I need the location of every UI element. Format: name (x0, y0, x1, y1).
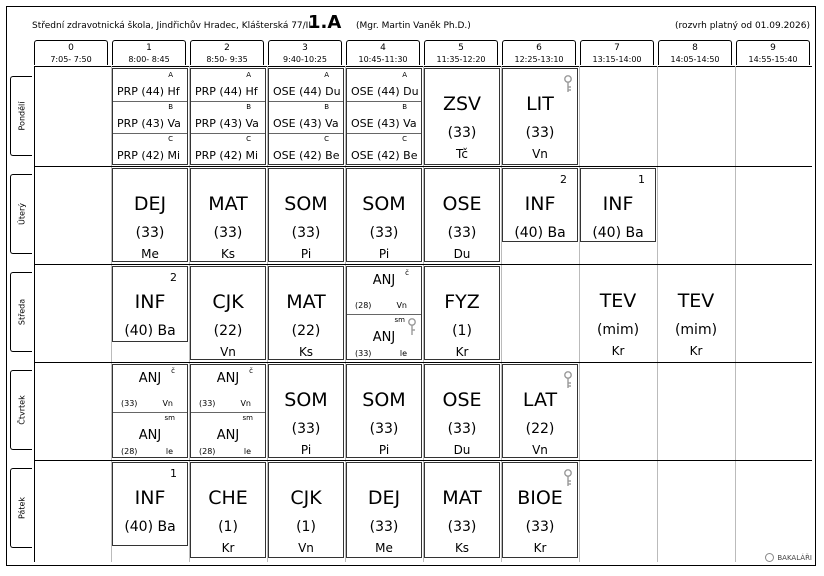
teacher: Vn (298, 541, 314, 555)
period-header-6: 6 12:25-13:10 (502, 40, 576, 65)
lesson-monday-5[interactable] (424, 68, 500, 165)
group-part: B PRP (43) Va (191, 101, 265, 134)
group-part: C PRP (42) Mi (117, 135, 181, 162)
group-number: 1 (170, 467, 177, 480)
room: (33) (213, 225, 243, 241)
subject: CJK (290, 487, 322, 509)
subject: INF (602, 193, 634, 215)
key-icon (563, 371, 573, 389)
subject: INF (524, 193, 556, 215)
teacher: Pi (300, 443, 312, 457)
day-label-tuesday: Úterý (10, 174, 32, 254)
lesson-monday-1[interactable] (112, 68, 188, 165)
period-header-9: 9 14:55-15:40 (736, 40, 810, 65)
day-label-monday: Pondělí (10, 76, 32, 156)
room-teacher: (40) Ba (592, 225, 644, 241)
teacher: Pi (378, 443, 390, 457)
room: (33) (447, 421, 477, 437)
lesson-friday-4[interactable] (346, 462, 422, 558)
group-part: sm ANJ (33) le (347, 314, 421, 362)
room: (33) (135, 225, 165, 241)
room: (33) (447, 225, 477, 241)
lesson-wednesday-4[interactable] (346, 266, 422, 360)
teacher: Ks (220, 247, 236, 261)
group-number: 2 (560, 173, 567, 186)
room: (1) (296, 519, 316, 535)
room-teacher: (40) Ba (124, 519, 176, 535)
teacher: Kr (221, 541, 235, 555)
class-teacher: (Mgr. Martin Vaněk Ph.D.) (356, 21, 471, 31)
lesson-tuesday-4[interactable] (346, 168, 422, 262)
school-name: Střední zdravotnická škola, Jindřichův Hradec, Klášterská 77/II (32, 21, 311, 31)
day-label-friday: Pátek (10, 468, 32, 548)
subject: INF (134, 291, 166, 313)
group-number: 1 (638, 173, 645, 186)
day-separator (34, 264, 812, 265)
validity-date: (rozvrh platný od 01.09.2026) (675, 21, 810, 31)
room: (22) (291, 323, 321, 339)
period-header-4: 4 10:45-11:30 (346, 40, 420, 65)
lesson-wednesday-5[interactable] (424, 266, 500, 360)
lesson-thursday-3[interactable] (268, 364, 344, 458)
lesson-thursday-1[interactable] (112, 364, 188, 458)
subject: LIT (526, 93, 554, 115)
teacher: Tč (456, 147, 468, 161)
room: (33) (369, 225, 399, 241)
group-part: č ANJ (33) Vn (113, 365, 187, 413)
room: (33) (525, 125, 555, 141)
teacher: Kr (533, 541, 547, 555)
group-part: C OSE (42) Be (351, 135, 418, 162)
room: (33) (447, 125, 477, 141)
room: (1) (452, 323, 472, 339)
room: (33) (369, 421, 399, 437)
lesson-wednesday-1[interactable] (112, 266, 188, 342)
key-icon (563, 469, 573, 487)
lesson-friday-5[interactable] (424, 462, 500, 558)
teacher: Pi (300, 247, 312, 261)
group-part: A OSE (44) Du (269, 69, 343, 102)
lesson-tuesday-6[interactable] (502, 168, 578, 242)
day-separator (34, 460, 812, 461)
subject: OSE (442, 389, 482, 411)
subject: INF (134, 487, 166, 509)
lesson-monday-6[interactable] (502, 68, 578, 165)
lesson-thursday-6[interactable] (502, 364, 578, 458)
subject: CJK (212, 291, 244, 313)
teacher: Kr (611, 344, 625, 358)
lesson-thursday-2[interactable] (190, 364, 266, 458)
period-header-8: 8 14:05-14:50 (658, 40, 732, 65)
lesson-friday-2[interactable] (190, 462, 266, 558)
subject: OSE (442, 193, 482, 215)
room: (33) (291, 421, 321, 437)
group-part: č ANJ (28) Vn (347, 267, 421, 315)
lesson-monday-2[interactable] (190, 68, 266, 165)
subject: FYZ (444, 291, 480, 313)
subject: MAT (442, 487, 482, 509)
bakalari-brand (765, 553, 812, 562)
lesson-tuesday-7[interactable] (580, 168, 656, 242)
teacher: Ks (454, 541, 470, 555)
teacher: Kr (455, 345, 469, 359)
lesson-friday-3[interactable] (268, 462, 344, 558)
lesson-thursday-4[interactable] (346, 364, 422, 458)
subject: ZSV (442, 93, 482, 115)
teacher: Kr (689, 344, 703, 358)
grid-vline (34, 66, 35, 562)
class-title: 1.A (308, 12, 342, 33)
group-part: č ANJ (33) Vn (191, 365, 265, 413)
period-header-3: 3 9:40-10:25 (268, 40, 342, 65)
subject: MAT (286, 291, 326, 313)
group-part: B OSE (43) Va (347, 101, 421, 134)
room: (1) (218, 519, 238, 535)
group-part: sm ANJ (28) le (199, 414, 253, 456)
teacher: Me (375, 541, 393, 555)
subject: CHE (208, 487, 248, 509)
lesson-friday-6[interactable] (502, 462, 578, 558)
group-part: A OSE (44) Du (347, 69, 421, 102)
group-part: B PRP (43) Va (113, 101, 187, 134)
grid-vline (735, 66, 736, 562)
subject: BIOE (517, 487, 563, 509)
subject: SOM (362, 193, 406, 215)
subject: SOM (284, 389, 328, 411)
group-part: B OSE (43) Va (269, 101, 343, 134)
lesson-tuesday-3[interactable] (268, 168, 344, 262)
teacher: Me (141, 247, 159, 261)
bakalari-logo-icon (765, 553, 774, 562)
room: (mim) (596, 322, 640, 338)
day-separator (34, 362, 812, 363)
day-label-wednesday: Středa (10, 272, 32, 352)
lesson-wednesday-2[interactable] (190, 266, 266, 360)
key-icon (563, 75, 573, 93)
lesson-monday-4[interactable] (346, 68, 422, 165)
subject: DEJ (133, 193, 167, 215)
room: (22) (213, 323, 243, 339)
room: (33) (291, 225, 321, 241)
teacher: Vn (220, 345, 236, 359)
group-part: A PRP (44) Hf (191, 69, 265, 102)
subject: MAT (208, 193, 248, 215)
teacher: Ks (298, 345, 314, 359)
group-part: sm ANJ (28) le (121, 414, 175, 456)
group-number: 2 (170, 271, 177, 284)
day-separator (34, 166, 812, 167)
lesson-tuesday-1[interactable] (112, 168, 188, 262)
lesson-friday-1[interactable] (112, 462, 188, 546)
room-teacher: (40) Ba (124, 323, 176, 339)
teacher: Du (453, 247, 471, 261)
period-header-7: 7 13:15-14:00 (580, 40, 654, 65)
brand-label: BAKALÁŘI (777, 553, 812, 562)
period-header-5: 5 11:35-12:20 (424, 40, 498, 65)
period-header-1: 1 8:00- 8:45 (112, 40, 186, 65)
room: (33) (369, 519, 399, 535)
day-label-thursday: Čtvrtek (10, 370, 32, 450)
teacher: Vn (532, 147, 548, 161)
teacher: Du (453, 443, 471, 457)
period-header-2: 2 8:50- 9:35 (190, 40, 264, 65)
lesson-wednesday-7[interactable] (580, 266, 656, 360)
group-part: C PRP (42) Mi (195, 135, 259, 162)
subject: LAT (522, 389, 558, 411)
group-part: C OSE (42) Be (273, 135, 340, 162)
room: (33) (525, 519, 555, 535)
lesson-tuesday-2[interactable] (190, 168, 266, 262)
room-teacher: (40) Ba (514, 225, 566, 241)
lesson-wednesday-8[interactable] (658, 266, 734, 360)
lesson-tuesday-5[interactable] (424, 168, 500, 262)
subject: TEV (677, 290, 715, 312)
subject: SOM (284, 193, 328, 215)
subject: DEJ (367, 487, 401, 509)
subject: SOM (362, 389, 406, 411)
lesson-wednesday-3[interactable] (268, 266, 344, 360)
group-part: A PRP (44) Hf (113, 69, 187, 102)
room: (22) (525, 421, 555, 437)
teacher: Pi (378, 247, 390, 261)
period-header-0: 0 7:05- 7:50 (34, 40, 108, 65)
lesson-thursday-5[interactable] (424, 364, 500, 458)
lesson-monday-3[interactable] (268, 68, 344, 165)
teacher: Vn (532, 443, 548, 457)
subject: TEV (599, 290, 637, 312)
timetable-header (0, 0, 824, 40)
room: (mim) (674, 322, 718, 338)
room: (33) (447, 519, 477, 535)
